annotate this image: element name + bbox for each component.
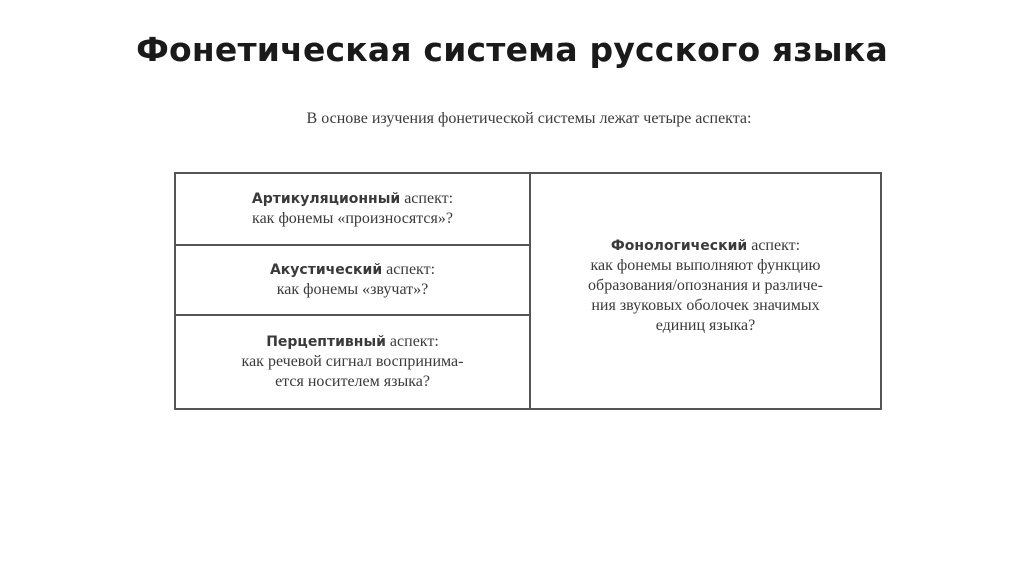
perceptual-aspect-cell [176,316,529,408]
intro-text: В основе изучения фонетической системы лежат четыре аспекта: [306,110,752,127]
phonological-question-line-4: единиц языка? [655,317,756,334]
articulatory-aspect-cell [176,174,529,246]
articulatory-term: Артикуляционный [251,191,401,207]
phonological-question-line-2: образования/опознания и различе- [588,277,823,294]
perceptual-question-line-2: ется носителем языка? [275,373,430,390]
slide-title: Фонетическая система русского языка [136,30,888,69]
phonological-question-line-1: как фонемы выполняют функцию [590,257,821,274]
perceptual-label: аспект: [385,333,439,350]
phonological-term: Фонологический [610,238,748,254]
perceptual-term: Перцептивный [266,334,386,350]
acoustic-term: Акустический [269,262,383,278]
right-column [531,174,880,408]
perceptual-question-line-1: как речевой сигнал воспринима- [241,353,464,370]
articulatory-question: как фонемы «произносятся»? [252,210,453,227]
left-column [176,174,531,408]
acoustic-question: как фонемы «звучат»? [276,281,429,298]
aspects-table [174,172,882,410]
phonological-aspect-cell [588,236,823,346]
phonological-question-line-3: ния звуковых оболочек значимых [591,297,820,314]
acoustic-aspect-cell [176,246,529,316]
acoustic-label: аспект: [382,261,436,278]
articulatory-label: аспект: [400,190,454,207]
phonological-label: аспект: [747,237,801,254]
